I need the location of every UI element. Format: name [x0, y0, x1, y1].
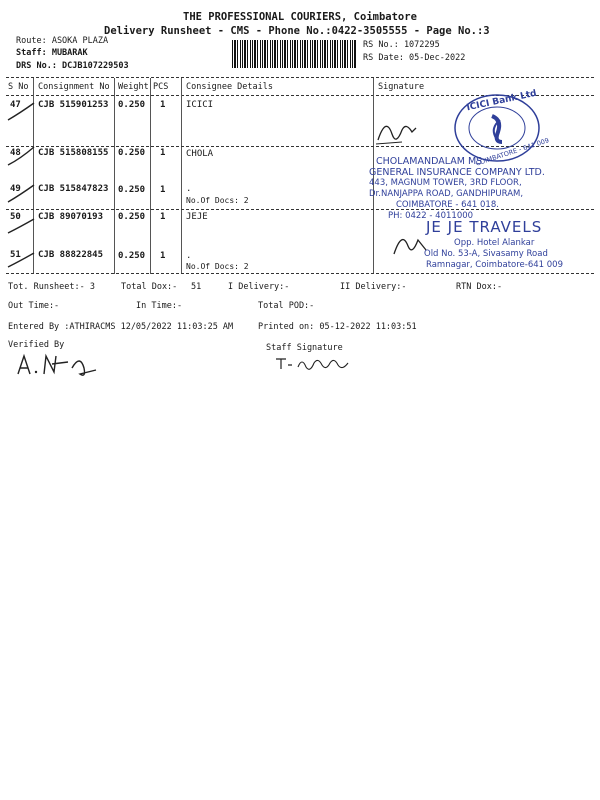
rs-number: RS No.: 1072295 [363, 40, 440, 50]
rtn-dox: RTN Dox:- [456, 282, 503, 292]
route-label: Route: ASOKA PLAZA [16, 36, 109, 46]
row-sno: 47 [10, 100, 21, 110]
row-weight: 0.250 [118, 185, 146, 195]
row-weight: 0.250 [118, 100, 146, 110]
col-sno: S No [8, 82, 29, 92]
company-title: THE PROFESSIONAL COURIERS, Coimbatore [183, 11, 417, 23]
row-weight: 0.250 [118, 251, 146, 261]
row-sno: 48 [10, 148, 21, 158]
row-sno: 51 [10, 250, 21, 260]
row-pcs: 1 [160, 100, 166, 110]
row-pcs: 1 [160, 212, 166, 222]
col-pcs: PCS [153, 82, 169, 92]
row-pcs: 1 [160, 148, 166, 158]
row-weight: 0.250 [118, 148, 146, 158]
i-delivery: I Delivery:- [228, 282, 290, 292]
tick-marks [0, 95, 60, 275]
chola-stamp-line4: Dr.NANJAPPA ROAD, GANDHIPURAM, [369, 189, 524, 199]
staff-label: Staff: MUBARAK [16, 48, 88, 58]
row-consignment: CJB 88822845 [38, 250, 104, 260]
row-pcs: 1 [160, 251, 166, 261]
col-divider [181, 78, 182, 274]
signature-icici [372, 112, 422, 152]
col-signature: Signature [378, 82, 425, 92]
chola-stamp-line3: 443, MAGNUM TOWER, 3RD FLOOR, [369, 178, 522, 188]
row-docs: No.Of Docs: 2 [186, 196, 249, 205]
drs-number: DRS No.: DCJB107229503 [16, 61, 129, 71]
chola-stamp-line5: COIMBATORE - 641 018. [396, 200, 499, 210]
table-top-rule [6, 77, 594, 78]
row-rule [6, 209, 594, 210]
col-divider [150, 78, 151, 274]
barcode [232, 40, 356, 68]
row-consignment: CJB 515901253 [38, 100, 109, 110]
row-docs: No.Of Docs: 2 [186, 262, 249, 271]
row-sno: 50 [10, 212, 21, 222]
staff-signature [272, 353, 362, 373]
signature-jeje [390, 226, 430, 262]
col-consignment: Consignment No [38, 82, 110, 92]
row-pcs: 1 [160, 185, 166, 195]
verified-signature [14, 350, 104, 380]
row-weight: 0.250 [118, 212, 146, 222]
in-time: In Time:- [136, 301, 183, 311]
entered-by: Entered By :ATHIRACMS 12/05/2022 11:03:25 AM [8, 322, 234, 332]
row-consignment: CJB 515847823 [38, 184, 109, 194]
runsheet-subtitle: Delivery Runsheet - CMS - Phone No.:0422-3505555 - Page No.:3 [104, 25, 490, 37]
staff-signature-label: Staff Signature [266, 343, 343, 353]
row-consignee: . [186, 251, 192, 261]
row-consignee: . [186, 184, 192, 194]
total-dox-value: 51 [191, 282, 202, 292]
rs-date: RS Date: 05-Dec-2022 [363, 53, 466, 63]
verified-by-label: Verified By [8, 340, 65, 350]
icici-stamp-city: COIMBATORE - 641 009 [474, 136, 551, 168]
icici-stamp-name: ICICI Bank Ltd [465, 88, 538, 114]
row-consignee: JEJE [186, 212, 208, 222]
table-bottom-rule [6, 273, 594, 274]
col-consignee: Consignee Details [186, 82, 273, 92]
jeje-stamp-line2: Opp. Hotel Alankar [454, 238, 535, 248]
col-divider [114, 78, 115, 274]
chola-stamp-line2: GENERAL INSURANCE COMPANY LTD. [369, 167, 545, 178]
tot-runsheet: Tot. Runsheet:- 3 [8, 282, 95, 292]
col-weight: Weight [118, 82, 149, 92]
row-sno: 49 [10, 184, 21, 194]
jeje-stamp-line3: Old No. 53-A, Sivasamy Road [424, 249, 548, 259]
jeje-stamp-line4: Ramnagar, Coimbatore-641 009 [426, 260, 563, 270]
row-consignment: CJB 515808155 [38, 148, 109, 158]
ii-delivery: II Delivery:- [340, 282, 407, 292]
chola-stamp-line6: PH: 0422 - 4011000 [388, 211, 474, 221]
row-consignment: CJB 89070193 [38, 212, 104, 222]
row-consignee: ICICI [186, 100, 214, 110]
out-time: Out Time:- [8, 301, 60, 311]
total-dox-label: Total Dox:- [121, 282, 178, 292]
jeje-stamp-name: JE JE TRAVELS [426, 218, 543, 236]
row-consignee: CHOLA [186, 149, 214, 159]
chola-stamp-line1: CHOLAMANDALAM MS [376, 156, 483, 167]
printed-on: Printed on: 05-12-2022 11:03:51 [258, 322, 417, 332]
total-pod: Total POD:- [258, 301, 315, 311]
